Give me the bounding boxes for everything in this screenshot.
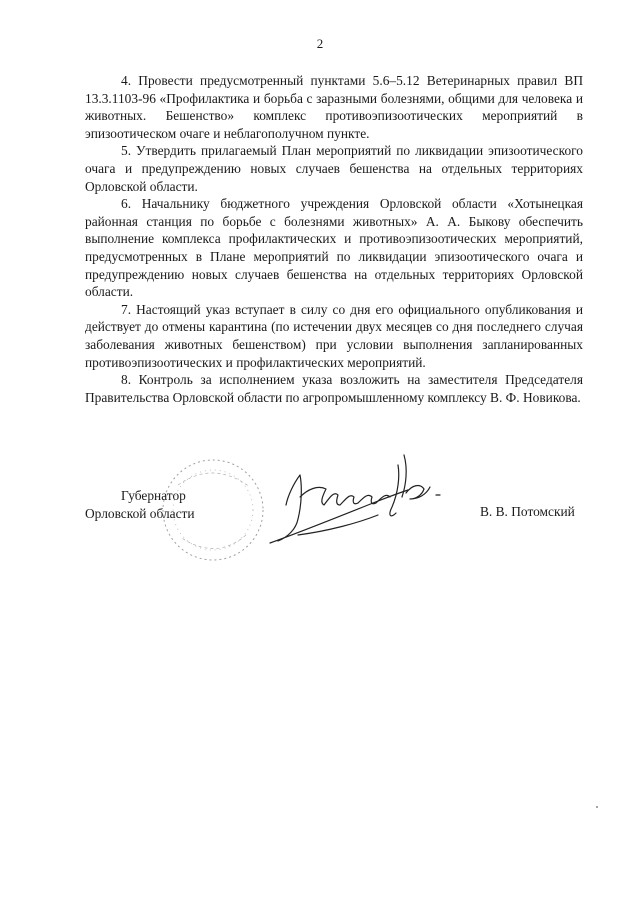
paragraph-4: 4. Провести предусмотренный пунктами 5.6–5.12 Ветеринарных правил ВП 13.3.1103-96 «Профилактика и борьба с заразными болезнями, общими для человека и животных. Бешенство» комплекс противоэпизоотических мероприятий в эпизоотическом очаге и неблагополучном пункте. <box>85 73 583 141</box>
handwritten-signature-icon <box>258 445 458 555</box>
signatory-name: В. В. Потомский <box>480 504 575 519</box>
page-number: 2 <box>316 36 324 51</box>
signature-block <box>0 445 640 555</box>
paragraph-5: 5. Утвердить прилагаемый План мероприятий по ликвидации эпизоотического очага и предупреждению новых случаев бешенства на отдельных территориях Орловской области. <box>85 143 583 194</box>
signatory-title <box>85 487 195 522</box>
paragraph-6: 6. Начальнику бюджетного учреждения Орловской области «Хотынецкая районная станция по борьбе с болезнями животных» А. А. Быкову обеспечить выполнение комплекса профилактических и противоэпизоотических мероприятий, предусмотренных в Плане мероприятий по ликвидации эпизоотического очага и предупреждению новых случаев бешенства на отдельных территориях Орловской области. <box>85 196 583 300</box>
signatory-title-line-1: Губернатор <box>121 488 186 503</box>
paragraph-7: 7. Настоящий указ вступает в силу со дня его официального опубликования и действует до отмены карантина (по истечении двух месяцев со дня последнего случая заболевания животных бешенством) при условии выполнения запланированных противоэпизоотических и профилактических мероприятий. <box>85 301 583 370</box>
paragraph-8: 8. Контроль за исполнением указа возложить на заместителя Председателя Правительства Орловской области по агропромышленному комплексу В. Ф. Новикова. <box>85 372 583 405</box>
decree-body <box>85 72 583 406</box>
scan-speck <box>596 806 598 808</box>
signatory-title-line-2: Орловской области <box>85 505 195 521</box>
